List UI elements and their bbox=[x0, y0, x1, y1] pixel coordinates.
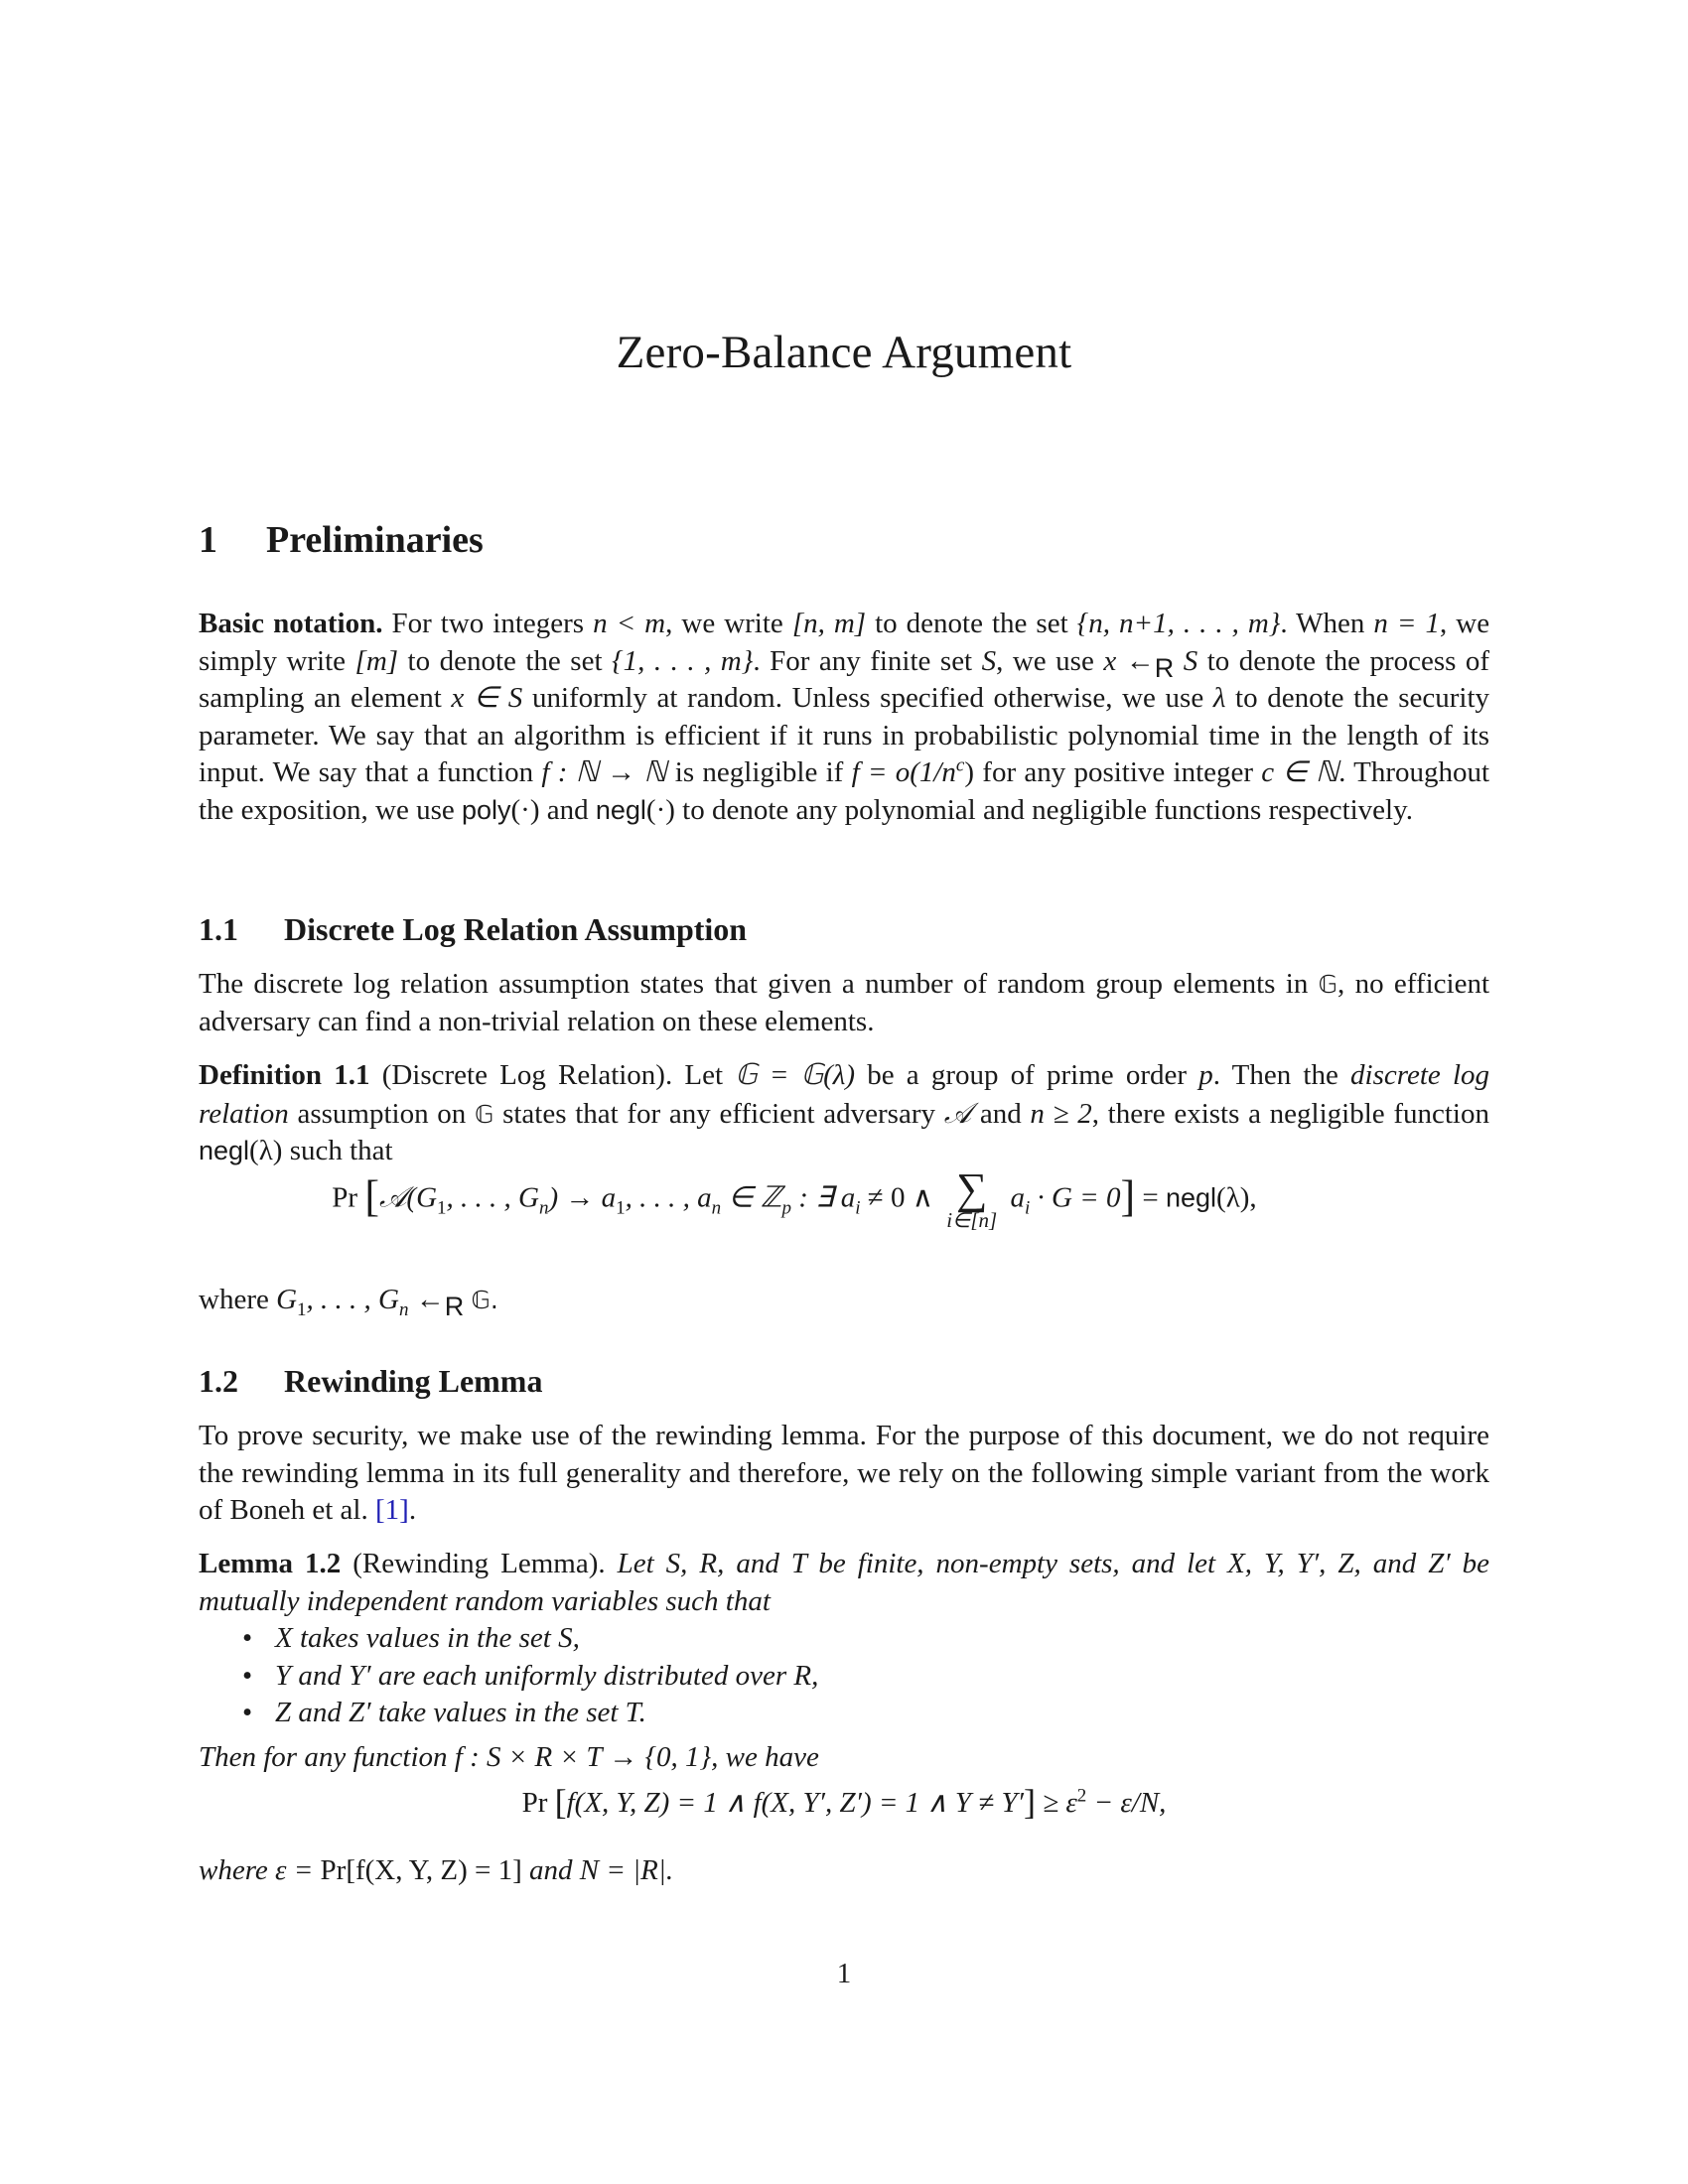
text: to denote the process of sampling an element bbox=[199, 644, 1490, 715]
text: . Then the bbox=[1212, 1059, 1338, 1091]
math: 1 bbox=[437, 1197, 447, 1219]
equation-dlr bbox=[149, 1164, 1440, 1232]
text: The discrete log relation assumption states that given a number of random group elements in bbox=[199, 968, 1309, 1000]
math: S bbox=[981, 644, 997, 677]
text: and bbox=[979, 1097, 1022, 1130]
math: n ≥ 2 bbox=[1030, 1097, 1092, 1130]
subsection-number: 1.2 bbox=[199, 1363, 238, 1399]
math: Pr bbox=[521, 1787, 548, 1819]
math: n bbox=[711, 1197, 722, 1219]
subsection-title: Discrete Log Relation Assumption bbox=[284, 911, 748, 947]
list-item-text: Z and Z′ take values in the set T. bbox=[275, 1697, 646, 1728]
definition-1-1 bbox=[199, 1057, 1489, 1170]
math: negl bbox=[595, 794, 646, 825]
math: , . . . , a bbox=[625, 1181, 712, 1214]
math: {1, . . . , m} bbox=[612, 644, 754, 677]
lemma-1-2 bbox=[199, 1546, 1489, 1620]
equation-rewinding bbox=[199, 1781, 1489, 1823]
basic-notation-paragraph bbox=[199, 606, 1489, 830]
text: to denote the set bbox=[407, 644, 603, 677]
math: [n, m] bbox=[791, 608, 867, 639]
math: f : ℕ → ℕ bbox=[541, 756, 667, 789]
list-item-text: X takes values in the set S, bbox=[275, 1622, 580, 1654]
definition-name: (Discrete Log Relation). bbox=[381, 1059, 673, 1091]
math: x ← bbox=[1103, 644, 1155, 677]
math: poly bbox=[461, 794, 511, 825]
list-item bbox=[199, 1620, 818, 1658]
subsection-heading-rewinding bbox=[199, 1363, 542, 1400]
math: [ bbox=[554, 1782, 567, 1822]
math: f(X, Y, Z) = 1 ∧ f(X, Y′, Z′) = 1 ∧ Y ≠ Y′ bbox=[566, 1787, 1024, 1819]
math: ← bbox=[415, 1284, 445, 1315]
math: ) bbox=[964, 756, 975, 789]
text: , no efficient adversary can find a non-trivial relation on these elements. bbox=[199, 968, 1489, 1037]
lemma-name: (Rewinding Lemma). bbox=[352, 1548, 606, 1579]
lemma-conditions-list bbox=[199, 1620, 818, 1732]
bullet-icon: • bbox=[242, 1622, 253, 1654]
math: i bbox=[855, 1197, 861, 1219]
text: . bbox=[408, 1494, 417, 1527]
math: {n, n+1, . . . , m} bbox=[1076, 608, 1281, 639]
text: to denote the security parameter. We say that an algorithm is efficient if it runs in probabilistic polynomial time in the length of its input. We say that a function bbox=[199, 682, 1490, 789]
math: n bbox=[539, 1197, 549, 1219]
math: 𝔾 bbox=[1318, 970, 1338, 999]
math: f : S × R × T → {0, 1} bbox=[454, 1741, 712, 1773]
text: such that bbox=[289, 1135, 393, 1167]
text: To prove security, we make use of the rewinding lemma. For the purpose of this document, we do not require the rewinding lemma in its full generality and therefore, we rely on the following simple variant from the work of Boneh et al. bbox=[199, 1420, 1489, 1527]
text: for any positive integer bbox=[982, 756, 1254, 789]
math: λ bbox=[1212, 682, 1226, 715]
math: n < m bbox=[593, 608, 666, 639]
citation-link[interactable]: [1] bbox=[374, 1494, 409, 1527]
text: assumption on bbox=[297, 1097, 467, 1130]
math: n bbox=[399, 1298, 409, 1320]
text: Let bbox=[684, 1059, 724, 1091]
math: = bbox=[1142, 1181, 1159, 1214]
sum-sign: ∑ bbox=[956, 1164, 988, 1213]
where-line-1 bbox=[199, 1282, 1489, 1319]
math: Pr bbox=[332, 1181, 358, 1214]
math: f = o(1/n bbox=[851, 756, 956, 789]
text: where bbox=[199, 1284, 269, 1315]
math: ) → a bbox=[548, 1181, 617, 1214]
math: R bbox=[1154, 652, 1175, 683]
text: , we use bbox=[996, 644, 1094, 677]
paper-title: Zero-Balance Argument bbox=[616, 327, 1072, 378]
math: : ∃ a bbox=[798, 1181, 856, 1214]
text: to denote any polynomial and negligible functions respectively. bbox=[682, 793, 1413, 826]
math: , . . . , G bbox=[446, 1181, 539, 1214]
text: , we simply write bbox=[199, 608, 1490, 677]
math: 𝔾. bbox=[471, 1286, 498, 1314]
math: negl bbox=[1166, 1182, 1217, 1213]
math: ∈ ℤ bbox=[728, 1181, 782, 1214]
text: and bbox=[529, 1854, 573, 1886]
then-line bbox=[199, 1739, 1489, 1777]
math: 𝒜(G bbox=[379, 1181, 438, 1214]
bullet-icon: • bbox=[242, 1697, 253, 1728]
math: [ bbox=[364, 1171, 379, 1221]
math: (λ) bbox=[249, 1135, 283, 1167]
math: 2 bbox=[1076, 1785, 1087, 1807]
text: to denote the set bbox=[875, 608, 1068, 639]
math: c bbox=[955, 754, 965, 776]
lemma-body: Let S, R, and T be finite, non-empty sets, and let X, Y, Y′, Z, and Z′ be mutually independent random variables such that bbox=[199, 1548, 1490, 1617]
math: negl bbox=[199, 1136, 250, 1166]
definition-label: Definition 1.1 bbox=[199, 1059, 370, 1091]
math: − ε/N, bbox=[1093, 1787, 1167, 1819]
text: , we have bbox=[711, 1741, 819, 1773]
math: (·) bbox=[510, 793, 540, 826]
where-line-2 bbox=[199, 1852, 1489, 1890]
math: ε = bbox=[275, 1854, 314, 1886]
math: c ∈ ℕ bbox=[1261, 756, 1339, 789]
text: For two integers bbox=[391, 608, 585, 639]
text: . When bbox=[1280, 608, 1365, 639]
math: ≠ 0 ∧ bbox=[867, 1181, 933, 1214]
text: where bbox=[199, 1854, 268, 1886]
math: 𝔾 bbox=[475, 1099, 494, 1129]
section-heading-preliminaries bbox=[199, 518, 484, 562]
math: a bbox=[1010, 1181, 1025, 1214]
math: R bbox=[444, 1291, 465, 1321]
math: 𝔾 = 𝔾(λ) bbox=[735, 1059, 856, 1091]
subsection-title: Rewinding Lemma bbox=[284, 1363, 543, 1399]
text: Then for any function bbox=[199, 1741, 448, 1773]
math: (λ), bbox=[1216, 1181, 1257, 1214]
math: S bbox=[1183, 644, 1198, 677]
text: and bbox=[546, 793, 589, 826]
math: i bbox=[1024, 1197, 1031, 1219]
page-number: 1 bbox=[836, 1958, 852, 1989]
text: , we write bbox=[665, 608, 783, 639]
emphasis: discrete log relation bbox=[199, 1059, 1489, 1130]
list-item bbox=[199, 1658, 818, 1696]
math: p bbox=[1198, 1059, 1213, 1091]
sum-index: i∈[n] bbox=[946, 1208, 998, 1232]
math: (·) bbox=[645, 793, 675, 826]
math: , . . . , G bbox=[306, 1284, 399, 1315]
subsection-number: 1.1 bbox=[199, 911, 238, 947]
math: n = 1 bbox=[1373, 608, 1440, 639]
math: [m] bbox=[354, 644, 399, 677]
math: 𝒜 bbox=[943, 1095, 972, 1130]
math: ] bbox=[1120, 1171, 1136, 1221]
text: is negligible if bbox=[674, 756, 844, 789]
text: . For any finite set bbox=[753, 644, 973, 677]
math: p bbox=[781, 1197, 792, 1219]
math: 1 bbox=[616, 1197, 626, 1219]
section-number: 1 bbox=[199, 519, 217, 561]
math: 1 bbox=[297, 1298, 307, 1320]
math: · G = 0 bbox=[1037, 1181, 1121, 1214]
lemma-label: Lemma 1.2 bbox=[199, 1548, 342, 1579]
text: states that for any efficient adversary bbox=[502, 1097, 935, 1130]
bullet-icon: • bbox=[242, 1659, 253, 1692]
math: Pr[f(X, Y, Z) = 1] bbox=[320, 1854, 522, 1886]
text: . Throughout the exposition, we use bbox=[199, 756, 1490, 826]
paragraph-lead: Basic notation. bbox=[199, 608, 383, 639]
subsection-heading-dlr bbox=[199, 911, 747, 948]
math: N = |R|. bbox=[579, 1854, 674, 1886]
dlr-intro-paragraph bbox=[199, 966, 1489, 1040]
text: , there exists a negligible function bbox=[1091, 1097, 1489, 1130]
rewinding-intro-paragraph bbox=[199, 1418, 1489, 1530]
math: ] bbox=[1023, 1782, 1036, 1822]
paper-page bbox=[199, 0, 1489, 2184]
math: G bbox=[276, 1284, 298, 1315]
section-title: Preliminaries bbox=[266, 519, 484, 561]
math: ≥ ε bbox=[1043, 1787, 1077, 1819]
summation bbox=[946, 1164, 998, 1232]
math: x ∈ S bbox=[451, 682, 523, 715]
text: be a group of prime order bbox=[867, 1059, 1188, 1091]
text: uniformly at random. Unless specified otherwise, we use bbox=[531, 682, 1204, 715]
list-item bbox=[199, 1695, 818, 1732]
list-item-text: Y and Y′ are each uniformly distributed over R, bbox=[275, 1659, 819, 1692]
